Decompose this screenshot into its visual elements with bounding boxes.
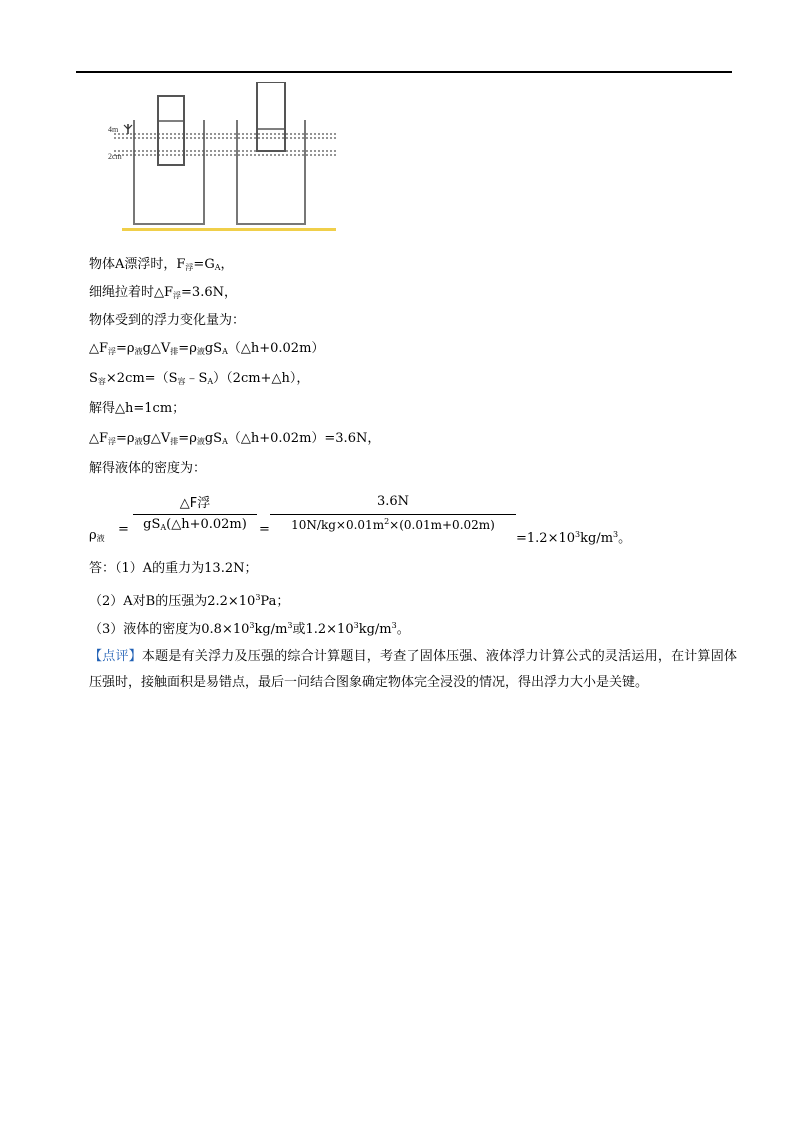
text-line-7: $\triangle F_浮=\rho_液g\triangle V_排=\rho_液gS_A(\triangle h+0.02m)=3.6N$， — [89, 431, 381, 446]
text-line-2: 细绳拉着时$\triangle F_浮=3.6N$， — [89, 285, 237, 300]
container-diagram — [104, 82, 344, 234]
text-line-8: 解得液体的密度为： — [89, 461, 207, 476]
formula-rho: $\rho_液$ — [89, 528, 105, 543]
text-line-6: 解得△h=1cm； — [89, 401, 186, 416]
answer-2: （2）A对B的压强为$2.2\times 10^3Pa$； — [89, 593, 290, 609]
fraction-1-numerator: △F浮 — [179, 496, 211, 511]
ground-line — [122, 228, 336, 231]
text-line-3: 物体受到的浮力变化量为： — [89, 313, 246, 328]
header-rule — [76, 71, 732, 73]
fraction-2-denominator: $10N/kg\times 0.01m^2\times(0.01m+0.02m)$ — [291, 517, 495, 532]
text-line-1: 物体A漂浮时，$F_浮=G_A$， — [89, 257, 234, 272]
comment-tag: 【点评】 — [89, 649, 142, 664]
text-line-5: $S_容\times 2cm=(S_容﹣S_A)(2cm+\triangle h)$， — [89, 371, 310, 386]
formula-eq2: = — [259, 522, 270, 537]
answer-3: （3）液体的密度为$0.8\times 10^3kg/m^3$或$1.2\times 10^3kg/m^3$。 — [89, 621, 410, 637]
answer-1: 答：（1）A的重力为13.2N； — [89, 561, 258, 576]
fraction-1-denominator: $gS_A(\triangle h+0.02m)$ — [143, 517, 247, 532]
right-block-a — [257, 82, 285, 151]
right-container — [237, 120, 305, 224]
formula-eq1: = — [118, 522, 129, 537]
comment-paragraph — [89, 644, 737, 696]
label-bottom: 2cm — [108, 152, 122, 161]
comment-text: 本题是有关浮力及压强的综合计算题目，考查了固体压强、液体浮力计算公式的灵活运用，在计算固体压强时，接触面积是易错点，最后一问结合图象确定物体完全浸没的情况，得出浮力大小是关键。 — [89, 649, 737, 690]
label-top: 4m — [108, 125, 119, 134]
fraction-1 — [133, 492, 257, 538]
fraction-1-bar — [133, 514, 257, 515]
left-container — [134, 120, 204, 224]
fraction-2-bar — [270, 514, 516, 515]
fraction-2-numerator: 3.6N — [376, 494, 410, 509]
text-line-4: $\triangle F_浮=\rho_液g\triangle V_排=\rho_液gS_A(\triangle h+0.02m)$ — [89, 341, 325, 356]
fraction-2 — [270, 492, 516, 538]
formula-result: $=1.2\times 10^3kg/m^3$。 — [516, 530, 632, 546]
